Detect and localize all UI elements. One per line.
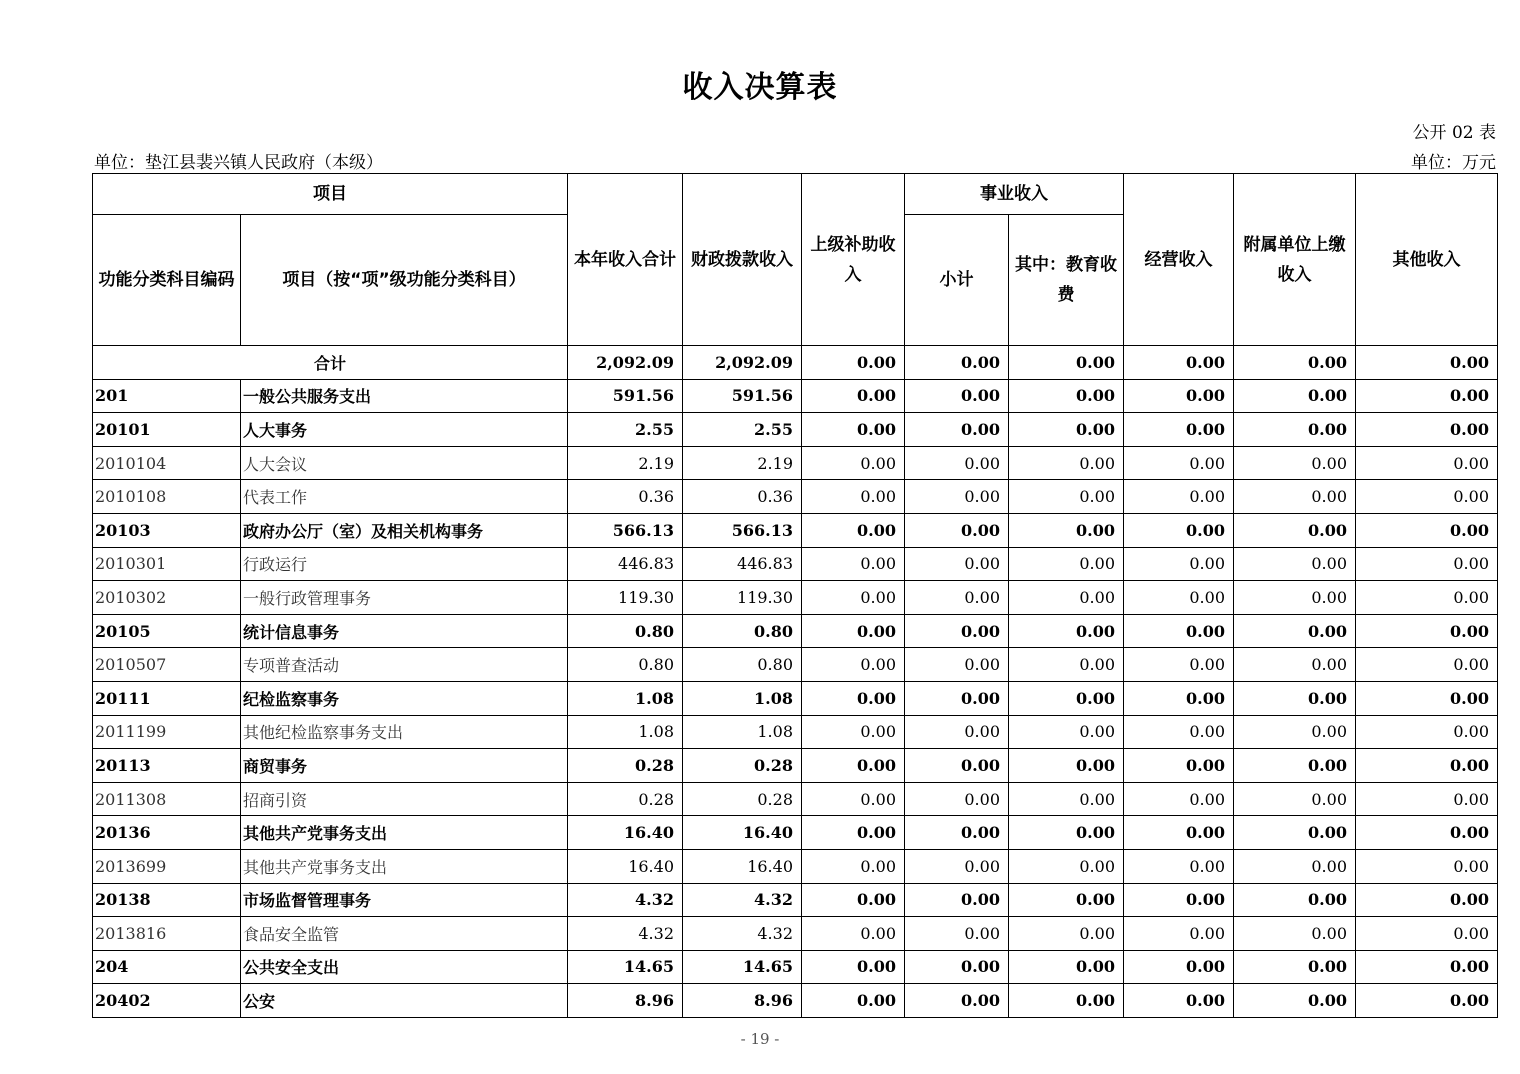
row-name: 人大事务 [241,413,568,447]
row-value: 591.56 [683,379,802,413]
table-row [93,782,1498,816]
row-value: 0.00 [1356,614,1498,648]
row-value: 0.00 [1356,379,1498,413]
row-name: 纪检监察事务 [241,681,568,715]
row-value: 0.00 [802,480,905,514]
row-value: 0.00 [802,681,905,715]
row-value: 0.00 [802,749,905,783]
row-value: 0.00 [905,984,1009,1018]
row-value: 0.80 [683,614,802,648]
row-value: 0.00 [1009,950,1124,984]
row-value: 0.00 [1009,715,1124,749]
row-code: 2010507 [93,648,241,682]
row-value: 0.00 [1124,614,1234,648]
row-code: 20402 [93,984,241,1018]
row-name: 其他纪检监察事务支出 [241,715,568,749]
row-value: 0.80 [683,648,802,682]
header-business-group: 事业收入 [905,174,1124,215]
row-value: 0.00 [1234,547,1356,581]
total-value: 0.00 [905,346,1009,380]
row-code: 201 [93,379,241,413]
row-value: 0.00 [802,984,905,1018]
row-value: 0.00 [1009,581,1124,615]
row-name: 专项普查活动 [241,648,568,682]
header-other: 其他收入 [1356,174,1498,346]
row-value: 0.00 [1124,648,1234,682]
total-value: 0.00 [1356,346,1498,380]
total-row [93,346,1498,380]
row-value: 566.13 [568,513,683,547]
row-value: 0.00 [1356,480,1498,514]
row-name: 其他共产党事务支出 [241,849,568,883]
row-name: 一般行政管理事务 [241,581,568,615]
row-value: 0.00 [1234,480,1356,514]
row-value: 0.00 [1234,446,1356,480]
row-value: 0.00 [905,446,1009,480]
row-value: 0.00 [802,715,905,749]
row-code: 2010301 [93,547,241,581]
row-value: 0.00 [905,581,1009,615]
row-code: 2010108 [93,480,241,514]
row-value: 0.00 [905,917,1009,951]
row-value: 0.00 [1009,547,1124,581]
row-value: 0.00 [1234,950,1356,984]
row-value: 0.00 [905,547,1009,581]
row-value: 0.00 [1356,513,1498,547]
row-code: 20111 [93,681,241,715]
row-value: 0.00 [1009,480,1124,514]
row-value: 0.00 [802,413,905,447]
row-value: 4.32 [683,917,802,951]
row-value: 0.00 [1356,715,1498,749]
row-value: 0.28 [683,749,802,783]
page-number: - 19 - [740,1030,780,1048]
row-value: 591.56 [568,379,683,413]
row-code: 20101 [93,413,241,447]
row-value: 0.00 [1356,547,1498,581]
form-number: 公开 02 表 [1412,123,1496,143]
row-value: 8.96 [568,984,683,1018]
table-row [93,446,1498,480]
income-table [92,173,1498,1018]
row-code: 2011308 [93,782,241,816]
row-name: 公安 [241,984,568,1018]
row-value: 0.00 [1124,883,1234,917]
row-value: 0.00 [1356,950,1498,984]
header-affiliated: 附属单位上缴收入 [1234,174,1356,346]
row-value: 0.28 [568,749,683,783]
row-value: 0.00 [802,513,905,547]
row-value: 0.00 [802,614,905,648]
row-value: 0.00 [1234,816,1356,850]
row-value: 14.65 [683,950,802,984]
table-row [93,480,1498,514]
total-value: 0.00 [802,346,905,380]
row-value: 0.00 [1234,715,1356,749]
row-value: 0.00 [905,614,1009,648]
row-value: 0.00 [1124,513,1234,547]
table-row [93,413,1498,447]
row-name: 人大会议 [241,446,568,480]
row-value: 0.00 [802,883,905,917]
row-value: 0.00 [1234,379,1356,413]
header-total: 本年收入合计 [568,174,683,346]
row-value: 0.00 [1234,513,1356,547]
table-row [93,749,1498,783]
row-value: 446.83 [568,547,683,581]
row-value: 0.00 [802,547,905,581]
row-value: 0.00 [1124,715,1234,749]
row-code: 20105 [93,614,241,648]
row-value: 4.32 [568,883,683,917]
table-row [93,715,1498,749]
row-value: 0.00 [1009,984,1124,1018]
table-row [93,681,1498,715]
total-label: 合计 [93,346,568,380]
row-value: 2.19 [683,446,802,480]
row-value: 0.00 [1124,849,1234,883]
row-value: 0.00 [802,950,905,984]
row-value: 0.00 [1009,681,1124,715]
row-value: 0.00 [1009,849,1124,883]
row-value: 4.32 [683,883,802,917]
row-value: 0.00 [1234,749,1356,783]
row-value: 0.00 [1234,614,1356,648]
table-body [93,346,1498,1018]
row-value: 0.00 [905,480,1009,514]
row-value: 0.00 [1009,513,1124,547]
row-value: 0.00 [1124,984,1234,1018]
row-value: 0.00 [1234,883,1356,917]
row-value: 0.00 [1234,849,1356,883]
row-value: 0.36 [568,480,683,514]
row-value: 16.40 [568,816,683,850]
row-value: 1.08 [683,715,802,749]
row-value: 0.00 [1234,917,1356,951]
header-item: 项目（按“项”级功能分类科目） [241,215,568,346]
row-value: 0.00 [905,648,1009,682]
header-code: 功能分类科目编码 [93,215,241,346]
row-value: 0.00 [1124,480,1234,514]
row-value: 0.28 [683,782,802,816]
row-value: 0.00 [1356,782,1498,816]
row-value: 0.00 [1124,446,1234,480]
row-value: 0.00 [1124,379,1234,413]
table-row [93,513,1498,547]
row-value: 0.00 [1124,749,1234,783]
row-value: 0.00 [1124,581,1234,615]
row-value: 0.00 [1009,883,1124,917]
table-row [93,849,1498,883]
row-value: 0.00 [1124,917,1234,951]
row-value: 0.00 [1124,782,1234,816]
row-value: 0.00 [1356,984,1498,1018]
row-value: 0.00 [1124,547,1234,581]
row-code: 204 [93,950,241,984]
table-row [93,984,1498,1018]
row-value: 0.00 [1009,413,1124,447]
row-code: 2011199 [93,715,241,749]
row-value: 8.96 [683,984,802,1018]
row-name: 统计信息事务 [241,614,568,648]
row-value: 0.00 [905,883,1009,917]
row-name: 公共安全支出 [241,950,568,984]
total-value: 0.00 [1124,346,1234,380]
row-name: 商贸事务 [241,749,568,783]
header-subtotal: 小计 [905,215,1009,346]
row-value: 0.00 [1234,984,1356,1018]
unit-organization: 单位：垫江县裴兴镇人民政府（本级） [94,153,383,173]
row-name: 其他共产党事务支出 [241,816,568,850]
row-code: 2010104 [93,446,241,480]
row-value: 0.00 [1356,413,1498,447]
row-value: 2.19 [568,446,683,480]
row-value: 0.00 [905,816,1009,850]
row-value: 1.08 [568,715,683,749]
row-value: 1.08 [683,681,802,715]
row-value: 0.00 [802,648,905,682]
row-value: 0.00 [905,782,1009,816]
row-value: 0.00 [1234,413,1356,447]
header-operating: 经营收入 [1124,174,1234,346]
row-value: 0.00 [1356,446,1498,480]
row-value: 0.28 [568,782,683,816]
row-value: 0.80 [568,648,683,682]
row-value: 0.00 [1009,648,1124,682]
row-value: 0.00 [802,816,905,850]
row-value: 0.00 [1234,648,1356,682]
row-name: 代表工作 [241,480,568,514]
row-value: 0.00 [1356,883,1498,917]
row-value: 0.00 [802,849,905,883]
row-name: 市场监督管理事务 [241,883,568,917]
table-row [93,379,1498,413]
header-superior: 上级补助收入 [802,174,905,346]
row-name: 政府办公厅（室）及相关机构事务 [241,513,568,547]
row-value: 0.00 [1009,816,1124,850]
row-value: 0.00 [1124,413,1234,447]
row-value: 1.08 [568,681,683,715]
row-value: 0.00 [1124,950,1234,984]
row-value: 0.00 [1356,581,1498,615]
row-value: 0.00 [802,917,905,951]
row-value: 0.00 [1234,681,1356,715]
row-value: 566.13 [683,513,802,547]
row-code: 20113 [93,749,241,783]
row-value: 446.83 [683,547,802,581]
row-value: 4.32 [568,917,683,951]
row-value: 0.00 [1356,749,1498,783]
row-value: 0.00 [1234,581,1356,615]
row-value: 0.00 [802,782,905,816]
row-value: 16.40 [568,849,683,883]
table-row [93,917,1498,951]
row-value: 0.00 [1124,816,1234,850]
row-value: 0.00 [1234,782,1356,816]
row-value: 0.80 [568,614,683,648]
row-name: 招商引资 [241,782,568,816]
row-value: 0.00 [1356,816,1498,850]
row-name: 食品安全监管 [241,917,568,951]
row-value: 0.00 [905,513,1009,547]
row-value: 14.65 [568,950,683,984]
row-value: 0.00 [1009,917,1124,951]
row-value: 0.00 [802,446,905,480]
table-row [93,883,1498,917]
total-value: 0.00 [1009,346,1124,380]
row-code: 20136 [93,816,241,850]
row-value: 0.00 [905,681,1009,715]
row-value: 16.40 [683,816,802,850]
row-value: 16.40 [683,849,802,883]
header-edu: 其中：教育收费 [1009,215,1124,346]
row-code: 20103 [93,513,241,547]
table-row [93,614,1498,648]
table-row [93,648,1498,682]
row-value: 0.00 [1356,648,1498,682]
header-fiscal: 财政拨款收入 [683,174,802,346]
row-value: 0.00 [1009,379,1124,413]
row-value: 0.36 [683,480,802,514]
row-name: 一般公共服务支出 [241,379,568,413]
row-value: 0.00 [802,581,905,615]
row-value: 0.00 [1356,917,1498,951]
row-value: 0.00 [1009,446,1124,480]
row-value: 2.55 [568,413,683,447]
table-row [93,547,1498,581]
row-code: 2013816 [93,917,241,951]
row-value: 0.00 [905,379,1009,413]
row-code: 20138 [93,883,241,917]
header-project: 项目 [93,174,568,215]
unit-currency: 单位：万元 [1411,153,1496,173]
total-value: 0.00 [1234,346,1356,380]
row-code: 2013699 [93,849,241,883]
row-value: 2.55 [683,413,802,447]
table-row [93,950,1498,984]
row-value: 0.00 [905,950,1009,984]
row-value: 119.30 [683,581,802,615]
row-value: 0.00 [905,849,1009,883]
row-value: 119.30 [568,581,683,615]
row-value: 0.00 [905,413,1009,447]
row-value: 0.00 [1124,681,1234,715]
table-row [93,816,1498,850]
total-value: 2,092.09 [683,346,802,380]
row-value: 0.00 [1009,749,1124,783]
page-title: 收入决算表 [682,70,838,105]
total-value: 2,092.09 [568,346,683,380]
row-value: 0.00 [905,715,1009,749]
row-value: 0.00 [1356,681,1498,715]
row-code: 2010302 [93,581,241,615]
table-row [93,581,1498,615]
row-value: 0.00 [802,379,905,413]
row-value: 0.00 [1356,849,1498,883]
row-name: 行政运行 [241,547,568,581]
row-value: 0.00 [905,749,1009,783]
row-value: 0.00 [1009,614,1124,648]
row-value: 0.00 [1009,782,1124,816]
